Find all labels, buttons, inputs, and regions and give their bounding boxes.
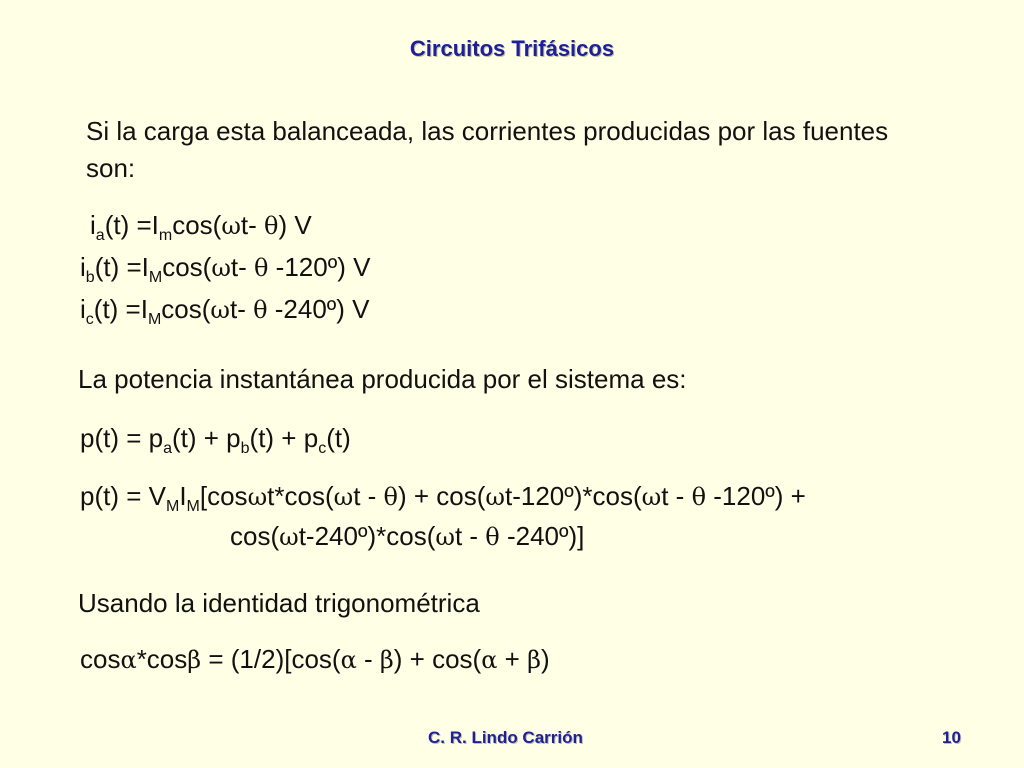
theta-symbol: θ (253, 296, 268, 324)
eq-subscript: a (163, 440, 172, 457)
power-sum-equation (80, 423, 351, 457)
eq-subscript: M (186, 498, 200, 515)
current-equation-b (80, 252, 371, 286)
eq-text: ) + cos( (397, 481, 486, 511)
eq-text: t - (353, 481, 384, 511)
eq-text: t-240º)*cos( (298, 521, 436, 551)
trig-identity-equation (80, 646, 550, 672)
current-equation-c (80, 294, 370, 328)
eq-text: t- (230, 252, 254, 282)
theta-symbol: θ (383, 483, 398, 511)
eq-subscript: c (318, 440, 327, 457)
eq-text: t*cos( (267, 481, 334, 511)
omega-symbol: ω (279, 523, 299, 551)
eq-text: -240º) V (267, 294, 370, 324)
eq-text: -240º)] (499, 521, 585, 551)
eq-text: t-120º)*cos( (504, 481, 642, 511)
eq-text: - (356, 644, 380, 674)
eq-text: i (90, 210, 96, 240)
eq-subscript: m (158, 227, 173, 244)
alpha-symbol: α (120, 646, 137, 674)
beta-symbol: β (527, 646, 541, 674)
eq-subscript: a (95, 227, 105, 244)
omega-symbol: ω (435, 523, 455, 551)
eq-text: t- (229, 294, 254, 324)
eq-subscript: c (85, 311, 94, 328)
eq-text: (t) =I (93, 294, 148, 324)
eq-text: ) + cos( (393, 644, 482, 674)
omega-symbol: ω (211, 254, 231, 282)
eq-text: t- (240, 210, 264, 240)
eq-text: (t) (326, 423, 351, 453)
theta-symbol: θ (485, 523, 500, 551)
eq-text: p(t) = p (80, 423, 164, 453)
eq-text: p(t) = V (80, 481, 166, 511)
page-number: 10 (942, 728, 961, 747)
eq-text: cos( (162, 252, 212, 282)
eq-text: (t) =I (104, 210, 159, 240)
eq-text: i (80, 252, 86, 282)
footer-author: C. R. Lindo Carrión (428, 728, 583, 747)
eq-text: (t) =I (94, 252, 149, 282)
current-equation-a (90, 210, 312, 244)
eq-subscript: M (147, 311, 162, 328)
eq-text: *cos (136, 644, 188, 674)
eq-subscript: b (85, 269, 95, 286)
omega-symbol: ω (485, 483, 505, 511)
eq-text: -120º) V (268, 252, 371, 282)
eq-text: I (179, 481, 187, 511)
eq-text: = (1/2)[cos( (201, 644, 341, 674)
eq-text: cos( (230, 521, 280, 551)
beta-symbol: β (187, 646, 202, 674)
omega-symbol: ω (210, 296, 230, 324)
eq-text: -120º) + (706, 481, 806, 511)
alpha-symbol: α (340, 646, 357, 674)
omega-symbol: ω (641, 483, 662, 511)
eq-text: cos( (161, 294, 211, 324)
omega-symbol: ω (247, 483, 268, 511)
eq-text: + (497, 644, 528, 674)
intro-line-2: son: (86, 153, 136, 183)
alpha-symbol: α (481, 646, 498, 674)
identity-intro: Usando la identidad trigonométrica (78, 588, 480, 618)
eq-text: t - (454, 521, 486, 551)
power-expansion-line-2 (230, 523, 584, 549)
eq-text: t - (661, 481, 692, 511)
power-expansion-line-1 (80, 481, 806, 515)
slide-title: Circuitos Trifásicos (409, 36, 615, 61)
eq-subscript: M (165, 498, 180, 515)
eq-text: i (80, 294, 86, 324)
theta-symbol: θ (264, 212, 279, 240)
eq-text: ) (540, 644, 550, 674)
eq-text: cos( (172, 210, 222, 240)
intro-line-1: Si la carga esta balanceada, las corrientes producidas por las fuentes (86, 116, 889, 146)
eq-subscript: b (240, 440, 250, 457)
theta-symbol: θ (254, 254, 269, 282)
eq-text: (t) + p (172, 423, 241, 453)
eq-text: (t) + p (249, 423, 319, 453)
eq-subscript: M (148, 269, 163, 286)
power-intro: La potencia instantánea producida por el sistema es: (78, 364, 687, 394)
omega-symbol: ω (221, 212, 241, 240)
eq-text: ) V (278, 210, 312, 240)
theta-symbol: θ (691, 483, 707, 511)
beta-symbol: β (379, 646, 394, 674)
eq-text: cos (80, 644, 121, 674)
eq-text: [cos (199, 481, 248, 511)
omega-symbol: ω (333, 483, 354, 511)
